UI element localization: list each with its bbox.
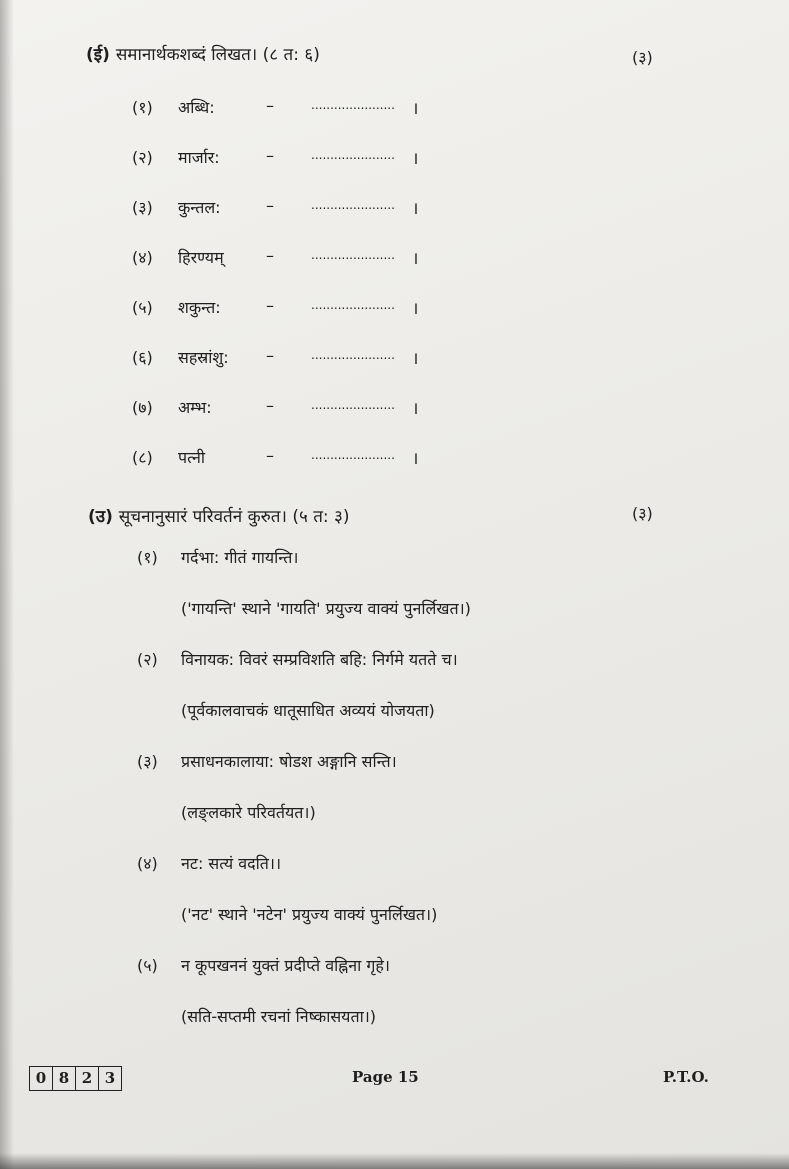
question-number: (१): [137, 548, 158, 567]
question-sentence: गर्दभा: गीतं गायन्ति।: [181, 548, 299, 567]
synonym-item-dash: –: [266, 446, 274, 465]
code-digit: 8: [53, 1067, 76, 1090]
question-instruction: (सति-सप्तमी रचनां निष्कासयता।): [181, 1007, 377, 1026]
section-u-marks: (३): [632, 504, 653, 523]
synonym-item-dash: –: [266, 346, 274, 365]
synonym-answer-blank: ......................: [311, 148, 395, 162]
synonym-item-danda: ।: [412, 99, 419, 119]
synonym-answer-blank: ......................: [311, 248, 395, 262]
code-digit: 2: [76, 1067, 99, 1090]
code-digit: 0: [30, 1067, 53, 1090]
page-edge-shadow: [0, 0, 14, 1169]
synonym-answer-blank: ......................: [311, 398, 395, 412]
synonym-item-danda: ।: [412, 149, 419, 169]
synonym-item-number: (८): [132, 448, 153, 467]
synonym-item-dash: –: [266, 146, 274, 165]
section-u-header: [88, 504, 350, 527]
synonym-item-word: हिरण्यम्: [178, 248, 224, 267]
question-number: (२): [137, 650, 158, 669]
synonym-item-dash: –: [266, 296, 274, 315]
section-e-label: (ई): [86, 45, 110, 65]
synonym-item-danda: ।: [412, 199, 419, 219]
synonym-item-danda: ।: [412, 349, 419, 369]
page-number: Page 15: [352, 1068, 419, 1086]
synonym-answer-blank: ......................: [311, 298, 395, 312]
pto-label: P.T.O.: [663, 1068, 709, 1086]
synonym-answer-blank: ......................: [311, 98, 395, 112]
synonym-item-word: अम्भ:: [178, 398, 212, 417]
synonym-item-danda: ।: [412, 449, 419, 469]
synonym-item-dash: –: [266, 246, 274, 265]
question-sentence: विनायक: विवरं सम्प्रविशति बहि: निर्गमे यतते च।: [181, 650, 458, 669]
question-sentence: न कूपखननं युक्तं प्रदीप्ते वह्निना गृहे।: [181, 956, 390, 975]
synonym-item-number: (१): [132, 98, 153, 117]
question-instruction: (पूर्वकालवाचकं धातूसाधित अव्ययं योजयता): [181, 701, 435, 720]
section-e-marks: (३): [632, 48, 653, 67]
synonym-item-word: सहस्रांशु:: [178, 348, 229, 367]
synonym-item-danda: ।: [412, 299, 419, 319]
synonym-item-dash: –: [266, 196, 274, 215]
synonym-item-number: (४): [132, 248, 153, 267]
synonym-item-dash: –: [266, 96, 274, 115]
synonym-item-number: (७): [132, 398, 153, 417]
synonym-item-word: अब्धि:: [178, 98, 215, 117]
synonym-item-number: (३): [132, 198, 153, 217]
question-number: (३): [137, 752, 158, 771]
question-sentence: प्रसाधनकालाया: षोडश अङ्गानि सन्ति।: [181, 752, 397, 771]
section-e-title: समानार्थकशब्दं लिखत। (८ त: ६): [115, 45, 320, 65]
question-sentence: नट: सत्यं वदति।।: [181, 854, 282, 873]
synonym-item-dash: –: [266, 396, 274, 415]
question-number: (५): [137, 956, 158, 975]
page-bottom-shadow: [0, 1153, 789, 1169]
question-instruction: (लङ्लकारे परिवर्तयत।): [181, 803, 316, 822]
synonym-item-word: कुन्तल:: [178, 198, 221, 217]
synonym-item-number: (५): [132, 298, 153, 317]
synonym-item-danda: ।: [412, 249, 419, 269]
section-u-title: सूचनानुसारं परिवर्तनं कुरुत। (५ त: ३): [118, 507, 350, 527]
synonym-item-word: मार्जार:: [178, 148, 220, 167]
section-u-label: (उ): [88, 507, 113, 527]
synonym-item-number: (६): [132, 348, 153, 367]
synonym-answer-blank: ......................: [311, 348, 395, 362]
paper-code-box: [29, 1066, 122, 1091]
synonym-item-number: (२): [132, 148, 153, 167]
synonym-answer-blank: ......................: [311, 198, 395, 212]
synonym-item-word: शकुन्त:: [178, 298, 221, 317]
synonym-answer-blank: ......................: [311, 448, 395, 462]
synonym-item-word: पत्नी: [178, 448, 206, 467]
question-instruction: ('नट' स्थाने 'नटेन' प्रयुज्य वाक्यं पुनर्लिखत।): [181, 905, 438, 924]
question-number: (४): [137, 854, 158, 873]
question-instruction: ('गायन्ति' स्थाने 'गायति' प्रयुज्य वाक्यं पुनर्लिखत।): [181, 599, 471, 618]
section-e-header: [86, 42, 320, 65]
code-digit: 3: [104, 1069, 116, 1087]
synonym-item-danda: ।: [412, 399, 419, 419]
